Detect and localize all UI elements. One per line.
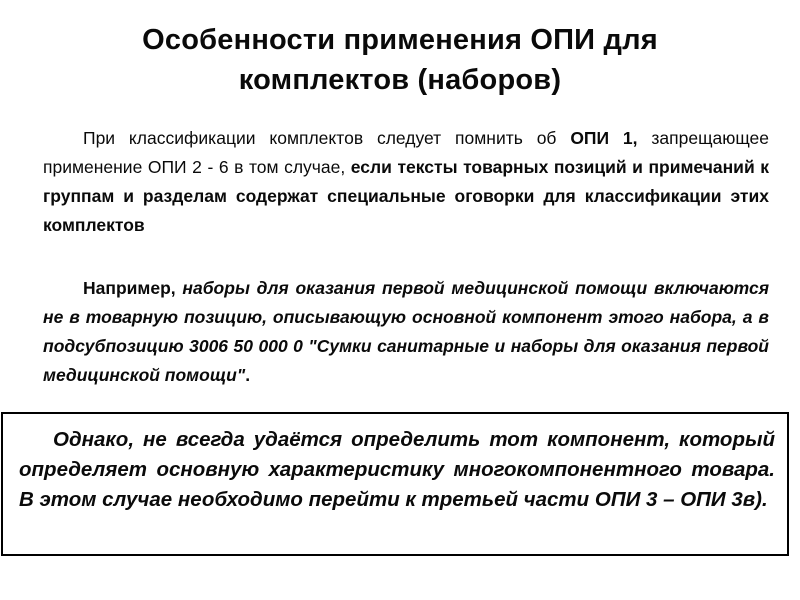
highlight-box [1, 412, 789, 556]
paragraph2-text-2: наборы для оказания первой медицинской помощи включаются не в товарную позицию, описывающую основной компонент этого набора, а в подсубпозицию [43, 278, 770, 356]
highlight-box-text: Однако, не всегда удаётся определить тот компонент, который определяет основную характеристику многокомпонентного товара. В этом случае необходимо перейти к третьей части ОПИ 3 – ОПИ 3в). [19, 428, 775, 511]
paragraph1-condition: если тексты товарных позиций и примечаний к группам и разделам содержат специальные оговорки для классификации этих комплектов [43, 157, 770, 235]
slide-title: Особенности применения ОПИ для комплектов (наборов) [142, 24, 658, 96]
paragraph1-text-2: запрещающее применение ОПИ 2 - 6 в том случае, [43, 128, 769, 177]
paragraph2-text-1: Например, [83, 278, 183, 298]
highlight-box-paragraph [19, 425, 775, 515]
paragraph1-text-1: При классификации комплектов следует помнить об [83, 128, 571, 148]
paragraph1-opi1-reference: ОПИ 1, [570, 128, 638, 148]
paragraph-example [43, 274, 769, 390]
paragraph2-subheading-code: 3006 50 000 0 "Сумки санитарные и наборы для оказания первой медицинской помощи" [43, 336, 769, 385]
paragraph-opi1-rule [43, 124, 769, 240]
paragraph2-text-end: . [245, 365, 251, 385]
